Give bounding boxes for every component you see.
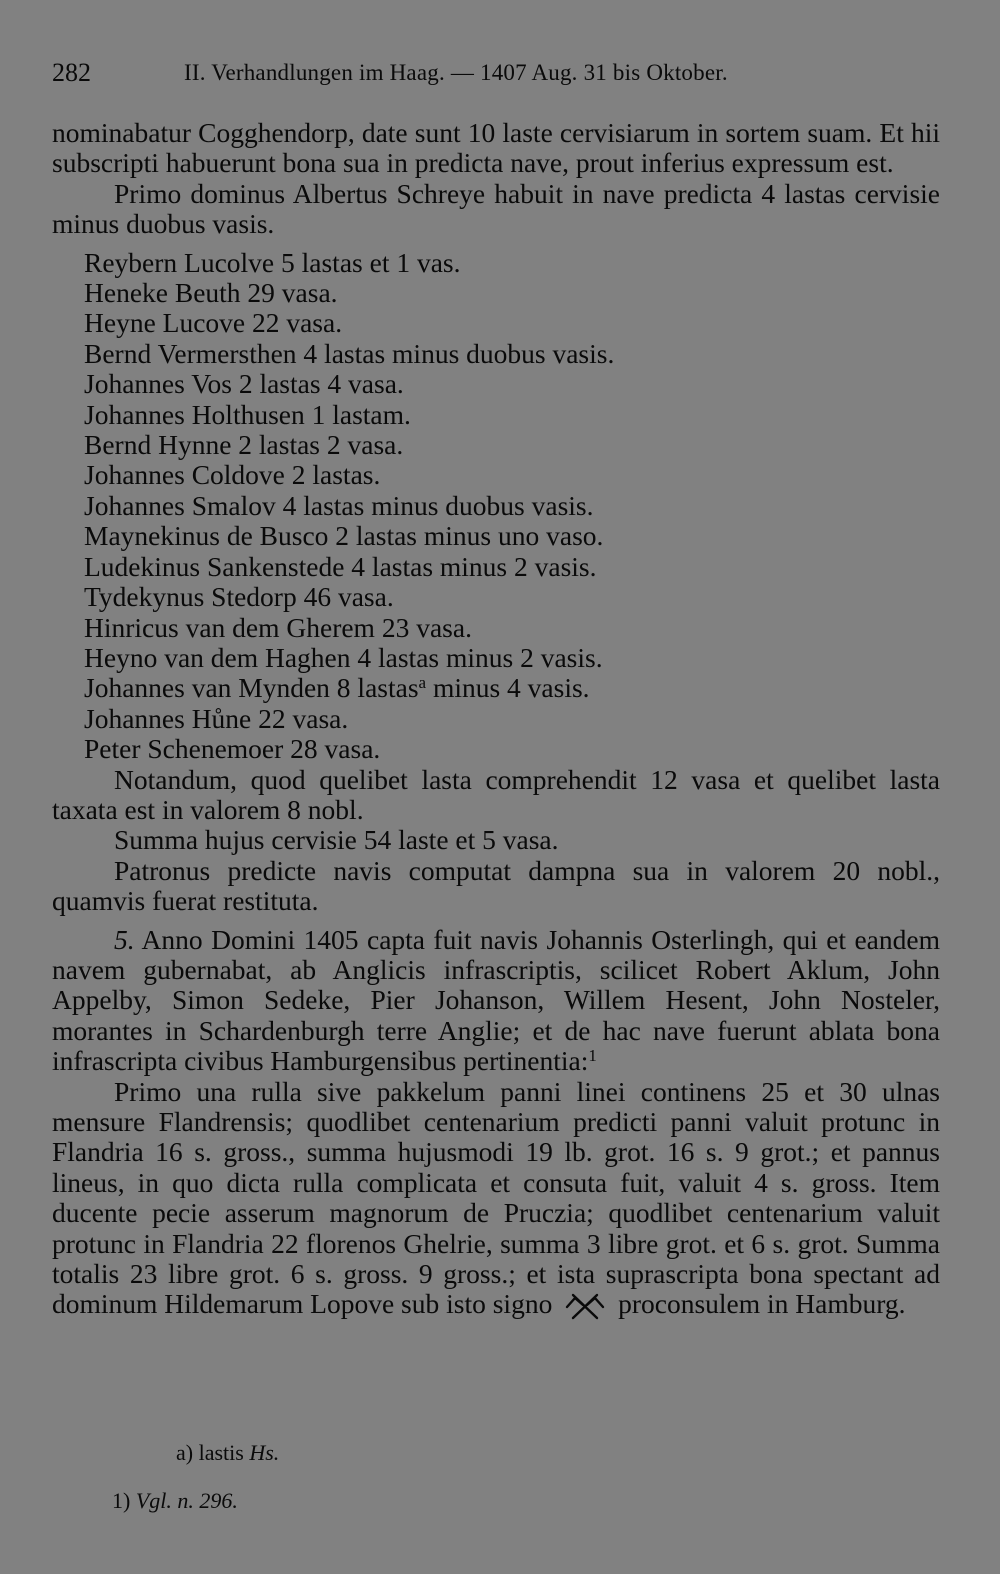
list-item: Reybern Lucolve 5 lastas et 1 vas. xyxy=(84,246,461,278)
footnote-marker-a: a xyxy=(418,673,427,693)
list-item: Johannes Holthusen 1 lastam. xyxy=(84,398,411,430)
footnote-a-source: Hs. xyxy=(249,1440,280,1465)
section-number: 5. xyxy=(114,923,135,955)
footnote-a-text: lastis xyxy=(198,1440,244,1465)
list-item: Johannes Smalov 4 lastas minus duobus vasis. xyxy=(84,489,594,521)
primo-una-text-end: proconsulem in Hamburg. xyxy=(618,1288,906,1320)
list-item-text: Johannes van Mynden 8 lastas xyxy=(84,672,419,704)
paragraph-primo-una xyxy=(52,1077,940,1322)
running-title: II. Verhandlungen im Haag. — 1407 Aug. 31 bis Oktober. xyxy=(184,60,728,85)
list-item: Maynekinus de Busco 2 lastas minus uno vaso. xyxy=(84,520,604,552)
footnote-a xyxy=(176,1440,279,1466)
list-item: Hinricus van dem Gherem 23 vasa. xyxy=(84,611,472,643)
list-item: Johannes Coldove 2 lastas. xyxy=(84,459,381,491)
list-item xyxy=(52,673,940,703)
list-item: Heyne Lucove 22 vasa. xyxy=(84,307,343,339)
footnote-1 xyxy=(112,1488,238,1514)
list-item: Peter Schenemoer 28 vasa. xyxy=(84,733,381,765)
list-item-text-rest: minus 4 vasis. xyxy=(426,672,590,704)
list-item: Bernd Vermersthen 4 lastas minus duobus vasis. xyxy=(84,337,615,369)
paragraph-primo-dominus: Primo dominus Albertus Schreye habuit in nave predicta 4 lastas cervisie minus duobus vasis. xyxy=(52,177,940,240)
footnote-a-marker: a) xyxy=(176,1440,194,1465)
main-text xyxy=(52,118,940,1321)
cargo-list xyxy=(52,248,940,765)
house-mark-sign-icon xyxy=(563,1291,607,1321)
list-item: Bernd Hynne 2 lastas 2 vasa. xyxy=(84,429,404,461)
footnote-ref-1: 1 xyxy=(588,1046,597,1066)
page-number: 282 xyxy=(52,58,91,87)
paragraph-intro: nominabatur Cogghendorp, date sunt 10 laste cervisiarum in sortem suam. Et hii subscripti habuerunt bona sua in predicta nave, prout inferius expressum est. xyxy=(52,117,940,179)
list-item: Ludekinus Sankenstede 4 lastas minus 2 vasis. xyxy=(84,550,597,582)
running-header xyxy=(52,56,940,90)
list-item: Johannes Vos 2 lastas 4 vasa. xyxy=(84,368,404,400)
paragraph-patronus: Patronus predicte navis computat dampna sua in valorem 20 nobl., quamvis fuerat restituta. xyxy=(52,854,940,917)
footnote-1-text: Vgl. n. 296. xyxy=(135,1488,238,1513)
section-5-text: Anno Domini 1405 capta fuit navis Johannis Osterlingh, qui et eandem navem gubernabat, ab Anglicis infrascriptis, scilicet Robert Aklum, John Appelby, Simon Sedeke, Pier Johanson, Willem Hesent, John Nosteler, morantes in Schardenburgh terre Anglie; et de hac nave fuerunt ablata bona infrascripta civibus Hamburgensibus pertinentia: xyxy=(52,923,940,1077)
footnote-1-marker: 1) xyxy=(112,1488,131,1513)
primo-una-text: Primo una rulla sive pakkelum panni linei continens 25 et 30 ulnas mensure Flandrensis; quodlibet centenarium predicti panni valuit protunc in Flandria 16 s. gross., summa hujusmodi 19 lb. grot. 16 s. 9 grot.; et pannus lineus, in quo dicta rulla complicata et consuta fuit, valuit 4 s. gross. Item ducente pecie asserum magnorum de Pruczia; quodlibet centenarium valuit protunc in Flandria 22 florenos Ghelrie, summa 3 libre grot. et 6 s. grot. Summa totalis 23 libre grot. 6 s. gross. 9 gross.; et ista suprascripta bona spectant ad dominum Hildemarum Lopove sub isto signo xyxy=(52,1075,940,1320)
list-item: Heneke Beuth 29 vasa. xyxy=(84,277,338,309)
paragraph-notandum: Notandum, quod quelibet lasta comprehendit 12 vasa et quelibet lasta taxata est in valorem 8 nobl. xyxy=(52,763,940,825)
paragraph-summa: Summa hujus cervisie 54 laste et 5 vasa. xyxy=(114,824,559,856)
section-5 xyxy=(52,925,940,1077)
list-item: Heyno van dem Haghen 4 lastas minus 2 vasis. xyxy=(84,641,603,673)
list-item: Johannes Hůne 22 vasa. xyxy=(84,702,349,734)
list-item: Tydekynus Stedorp 46 vasa. xyxy=(84,581,394,613)
